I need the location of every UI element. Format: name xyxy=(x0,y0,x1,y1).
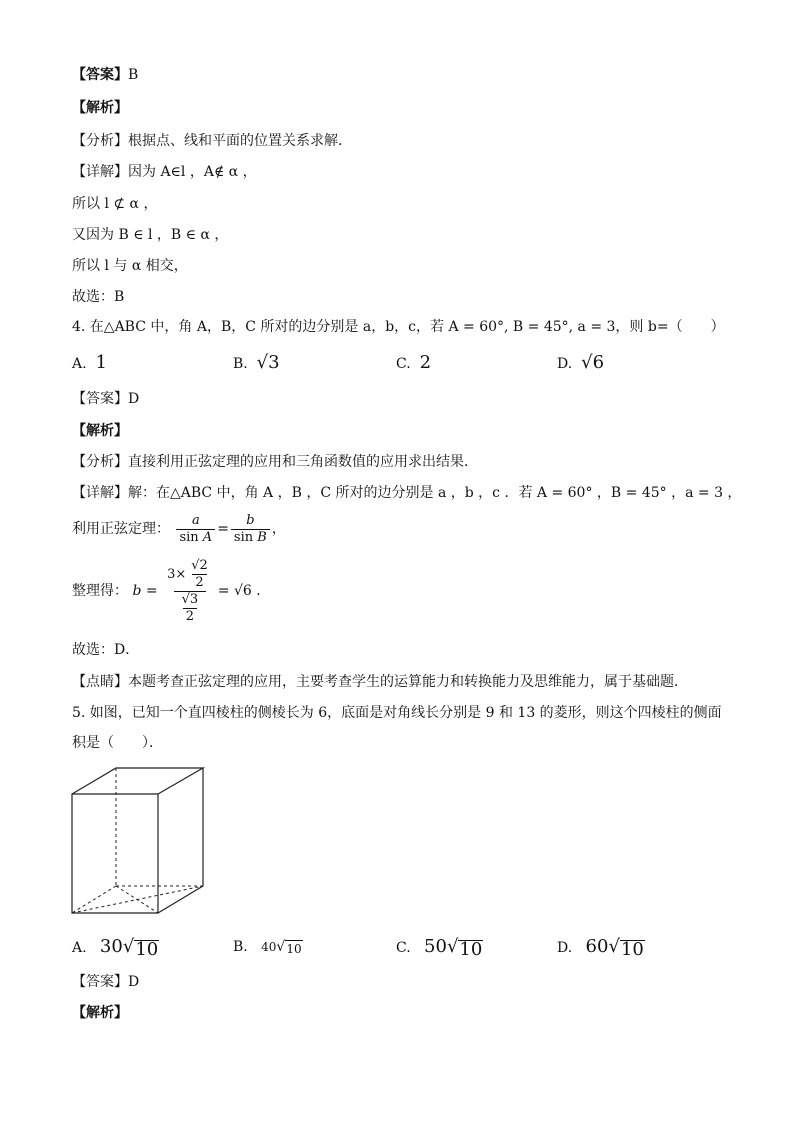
q4-option-b[interactable]: B. √3 xyxy=(233,352,280,373)
q3-jiexi: 【解析】 xyxy=(72,100,128,116)
q5-jiexi: 【解析】 xyxy=(72,1005,128,1021)
q4-option-a[interactable]: A. 1 xyxy=(72,352,107,373)
q3-guxuan: 故选：B xyxy=(72,289,125,305)
q4-jiexi: 【解析】 xyxy=(72,423,128,439)
q4-answer: 【答案】D xyxy=(72,391,140,407)
fraction-compute: 3× $\frac{√2}{2}$ $\frac{√3}{2}$ xyxy=(167,557,208,624)
q3-xiangjie: 【详解】因为 A∈l ，A∉ α ， xyxy=(72,164,257,180)
q5-stem-2: 积是（ ）． xyxy=(72,735,163,751)
q4-compute: 整理得： b = 3× $\frac{√2}{2}$ $\frac{√3}{2}$ = √6 ． xyxy=(72,557,271,624)
q4-xiangjie: 【详解】解：在△ABC 中，角 A ，B ，C 所对的边分别是 a ，b ，c ．若 A = 60° ，B = 45° ，a = 3 ， xyxy=(72,485,742,501)
fraction-a-sinA: $\frac{a}{\text{sin A}}$ xyxy=(176,513,215,546)
q5-option-b[interactable]: B. 40 √ 10 xyxy=(233,939,302,956)
q5-answer: 【答案】D xyxy=(72,974,140,990)
prism-top-face xyxy=(72,768,203,794)
q4-stem: 4. 在△ABC 中，角 A，B，C 所对的边分别是 a，b，c，若 A = 60°, B = 45°, a = 3，则 b=（ ） xyxy=(72,319,725,335)
q3-line-3: 所以 l 与 α 相交， xyxy=(72,258,188,274)
q5-option-c[interactable]: C. 50 √ 10 xyxy=(396,936,483,960)
fraction-b-sinB: $\frac{b}{\text{sin B}}$ xyxy=(231,513,270,546)
q3-answer xyxy=(72,66,138,84)
q3-line-1: 所以 l ⊄ α ， xyxy=(72,196,158,212)
q5-option-a[interactable]: A. 30 √ 10 xyxy=(72,936,159,960)
q3-fenxi: 【分析】根据点、线和平面的位置关系求解. xyxy=(72,133,343,149)
answer-value: B xyxy=(128,67,139,83)
q4-option-c[interactable]: C. 2 xyxy=(396,352,432,373)
prism-figure xyxy=(70,766,210,916)
q4-dianjing: 【点睛】本题考查正弦定理的应用，主要考查学生的运算能力和转换能力及思维能力，属于基础题． xyxy=(72,674,688,690)
q4-guxuan: 故选：D． xyxy=(72,642,140,658)
q5-option-d[interactable]: D. 60 √ 10 xyxy=(557,936,644,960)
answer-tag: 【答案】 xyxy=(72,67,128,83)
q4-option-d[interactable]: D. √6 xyxy=(557,352,605,373)
q4-sine-law: 利用正弦定理： $\frac{a}{\text{sin A}}$ = $\frac{b}{\text{sin B}}$ ， xyxy=(72,512,286,545)
prism-front-face xyxy=(72,794,158,913)
q4-fenxi: 【分析】直接利用正弦定理的应用和三角函数值的应用求出结果． xyxy=(72,454,478,470)
q3-line-2: 又因为 B ∈ l ，B ∈ α ， xyxy=(72,227,229,243)
q5-stem-1: 5. 如图，已知一个直四棱柱的侧棱长为 6，底面是对角线长分别是 9 和 13 的菱形，则这个四棱柱的侧面 xyxy=(72,705,722,721)
prism-hidden-edges xyxy=(72,768,203,913)
